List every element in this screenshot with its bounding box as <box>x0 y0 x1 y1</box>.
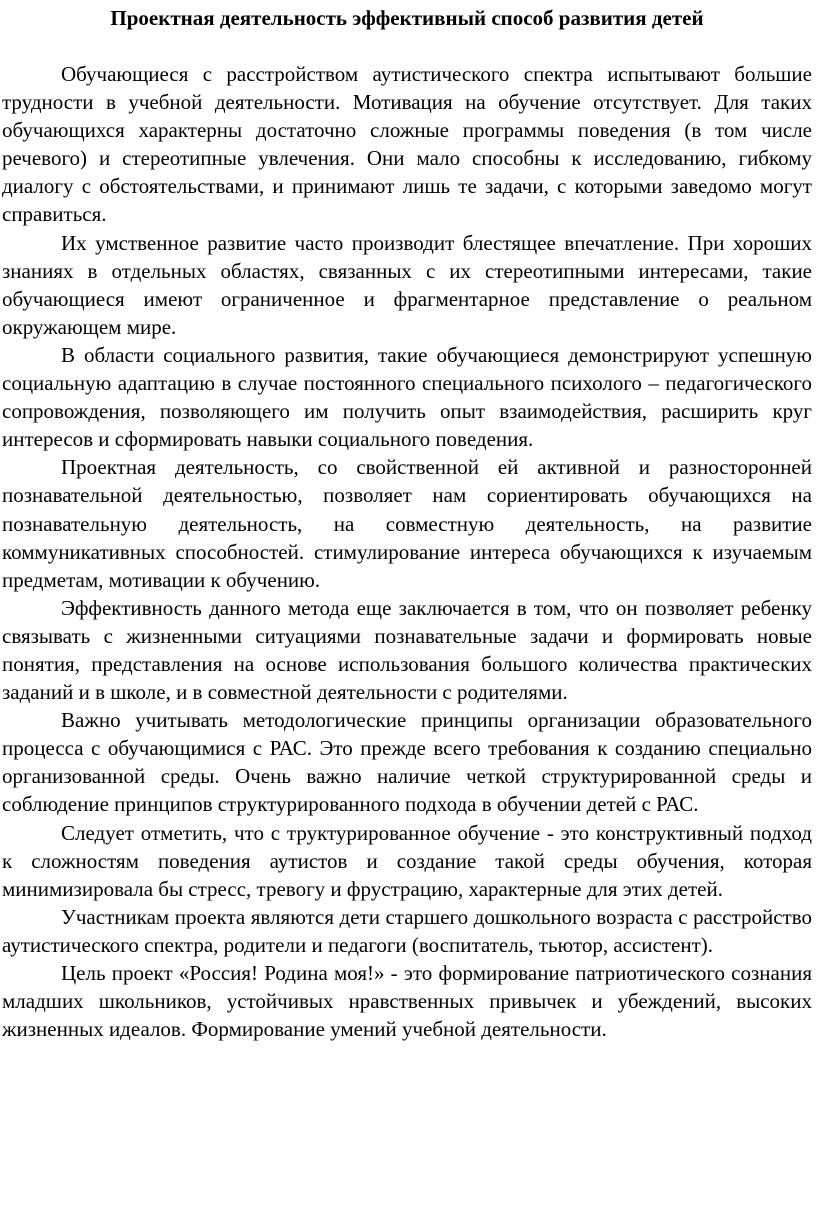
paragraph-9: Цель проект «Россия! Родина моя!» - это формирование патриотического сознания младших школьников, устойчивых нравственных привычек и убеждений, высоких жизненных идеалов. Формирование умений учебной деятельности. <box>2 961 812 1042</box>
paragraph-5: Эффективность данного метода еще заключается в том, что он позволяет ребенку связывать с жизненными ситуациями познавательные задачи и формировать новые понятия, представления на основе использования большого количества практических заданий и в школе, и в совместной деятельности с родителями. <box>2 595 812 705</box>
paragraph-3: В области социального развития, такие обучающиеся демонстрируют успешную социальную адаптацию в случае постоянного специального психолого – педагогического сопровождения, позволяющего им получить опыт взаимодействия, расширить круг интересов и сформировать навыки социального поведения. <box>2 342 812 452</box>
document-title: Проектная деятельность эффективный способ развития детей <box>110 6 704 30</box>
paragraph-7: Следует отметить, что с труктурированное обучение - это конструктивный подход к сложностям поведения аутистов и создание такой среды обучения, которая минимизировала бы стресс, тревогу и фрустрацию, характерные для этих детей. <box>2 820 812 901</box>
paragraph-2: Их умственное развитие часто производит блестящее впечатление. При хороших знаниях в отдельных областях, связанных с их стереотипными интересами, такие обучающиеся имеют ограниченное и фрагментарное представление о реальном окружающем мире. <box>2 230 812 339</box>
paragraph-1: Обучающиеся с расстройством аутистического спектра испытывают большие трудности в учебной деятельности. Мотивация на обучение отсутствует. Для таких обучающихся характерны достаточно сложные программы поведения (в том числе речевого) и стереотипные увлечения. Они мало способны к исследованию, гибкому диалогу с обстоятельствами, и принимают лишь те задачи, с которыми заведомо могут справиться. <box>2 62 812 227</box>
paragraph-4: Проектная деятельность, со свойственной ей активной и разносторонней познавательной деятельностью, позволяет нам сориентировать обучающихся на познавательную деятельность, на совместную деятельность, на развитие коммуникативных способностей. стимулирование интереса обучающихся к изучаемым предметам, мотивации к обучению. <box>2 455 812 592</box>
paragraph-6: Важно учитывать методологические принципы организации образовательного процесса с обучающимися с РАС. Это прежде всего требования к созданию специально организованной среды. Очень важно наличие четкой структурированной среды и соблюдение принципов структурированного подхода в обучении детей с РАС. <box>2 708 812 817</box>
paragraph-8: Участникам проекта являются дети старшего дошкольного возраста с расстройство аутистического спектра, родители и педагоги (воспитатель, тьютор, ассистент). <box>2 904 812 957</box>
